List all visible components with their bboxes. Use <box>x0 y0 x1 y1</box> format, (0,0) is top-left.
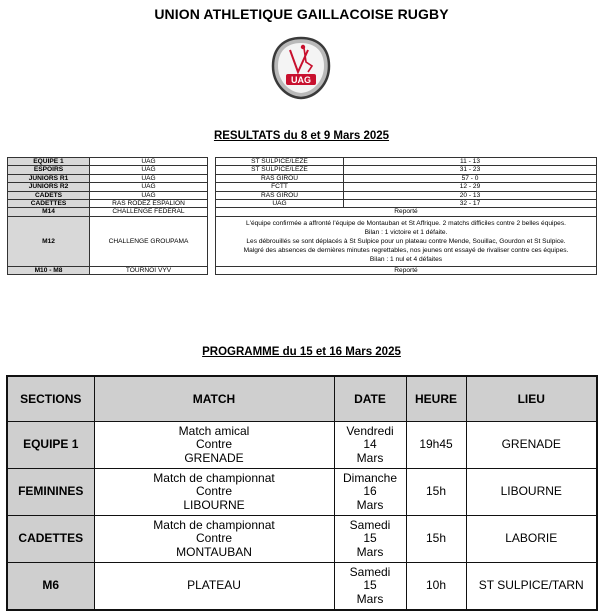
result-home: UAG <box>90 174 208 182</box>
result-home: TOURNOI VYV <box>90 266 208 274</box>
programme-header: HEURE <box>406 376 466 422</box>
match-line: Contre <box>195 531 233 546</box>
results-heading: RESULTATS du 8 et 9 Mars 2025 <box>213 130 390 142</box>
result-separator <box>208 266 216 274</box>
result-opponent: ST SULPICE/LEZE <box>216 158 344 166</box>
programme-match <box>94 516 334 563</box>
match-line: Match de championnat <box>153 470 275 485</box>
result-score: 20 - 13 <box>344 191 597 199</box>
match-line: Contre <box>195 484 233 499</box>
programme-match <box>94 469 334 516</box>
programme-venue: LIBOURNE <box>466 469 597 516</box>
result-separator <box>208 216 216 266</box>
match-line: LIBOURNE <box>183 497 245 512</box>
result-score: 32 - 17 <box>344 200 597 208</box>
results-row <box>8 216 597 266</box>
match-line: GRENADE <box>184 450 244 465</box>
result-opponent: RAS GIROU <box>216 191 344 199</box>
result-section: ESPOIRS <box>8 166 90 174</box>
results-row <box>8 158 597 166</box>
result-section: M10 - M8 <box>8 266 90 274</box>
programme-date <box>334 469 406 516</box>
result-section: CADETS <box>8 191 90 199</box>
programme-section: CADETTES <box>7 516 94 563</box>
result-section: M12 <box>8 216 90 266</box>
programme-header: SECTIONS <box>7 376 94 422</box>
programme-row <box>7 563 597 611</box>
result-section: JUNIORS R1 <box>8 174 90 182</box>
result-home: RAS RODEZ ESPALION <box>90 200 208 208</box>
result-bilan <box>216 216 597 266</box>
date-line: Vendredi <box>346 423 394 438</box>
result-section: EQUIPE 1 <box>8 158 90 166</box>
programme-time: 15h <box>406 469 466 516</box>
programme-venue: LABORIE <box>466 516 597 563</box>
date-line: 14 <box>363 437 377 452</box>
programme-section: FEMININES <box>7 469 94 516</box>
programme-header: DATE <box>334 376 406 422</box>
programme-date <box>334 563 406 611</box>
result-home: CHALLENGE GROUPAMA <box>90 216 208 266</box>
programme-match <box>94 422 334 469</box>
bilan-line: Les débrouillés se sont déplacés à St Sulpice pour un plateau contre Mende, Souillac, Gourdon et St Sulpice. <box>246 237 566 245</box>
result-opponent: ST SULPICE/LEZE <box>216 166 344 174</box>
result-section: CADETTES <box>8 200 90 208</box>
date-line: Dimanche <box>342 470 398 485</box>
result-section: M14 <box>8 208 90 216</box>
match-line: Contre <box>195 437 233 452</box>
programme-row <box>7 422 597 469</box>
programme-header: LIEU <box>466 376 597 422</box>
page-title: UNION ATHLETIQUE GAILLACOISE RUGBY <box>154 6 449 22</box>
result-note: Reporté <box>216 266 597 274</box>
result-separator <box>208 200 216 208</box>
results-row <box>8 200 597 208</box>
date-line: Samedi <box>349 564 391 579</box>
match-line: MONTAUBAN <box>176 544 252 559</box>
programme-venue: ST SULPICE/TARN <box>466 563 597 611</box>
results-row <box>8 266 597 274</box>
result-home: UAG <box>90 166 208 174</box>
date-line: Mars <box>356 497 384 512</box>
result-score: 12 - 29 <box>344 183 597 191</box>
date-line: Samedi <box>349 517 391 532</box>
bilan-line: L'équipe confirmée a affronté l'équipe de Montauban et St Affrique. 2 matchs difficiles contre 2 belles équipes. <box>246 219 566 227</box>
result-score: 31 - 23 <box>344 166 597 174</box>
programme-row <box>7 516 597 563</box>
svg-text:UAG: UAG <box>291 75 311 85</box>
result-opponent: UAG <box>216 200 344 208</box>
programme-date <box>334 422 406 469</box>
results-row <box>8 183 597 191</box>
result-separator <box>208 208 216 216</box>
date-line: 16 <box>363 484 377 499</box>
result-separator <box>208 158 216 166</box>
bilan-line: Bilan : 1 nul et 4 défaites <box>369 255 443 263</box>
result-note: Reporté <box>216 208 597 216</box>
result-home: CHALLENGE FEDERAL <box>90 208 208 216</box>
result-opponent: FCTT <box>216 183 344 191</box>
result-opponent: RAS GIROU <box>216 174 344 182</box>
bilan-line: Bilan : 1 victoire et 1 défaite. <box>364 228 448 236</box>
date-line: 15 <box>363 531 377 546</box>
results-row <box>8 174 597 182</box>
result-home: UAG <box>90 191 208 199</box>
result-section: JUNIORS R2 <box>8 183 90 191</box>
results-row <box>8 166 597 174</box>
programme-heading: PROGRAMME du 15 et 16 Mars 2025 <box>202 346 401 358</box>
programme-date <box>334 516 406 563</box>
results-row <box>8 208 597 216</box>
programme-time: 15h <box>406 516 466 563</box>
result-separator <box>208 166 216 174</box>
results-row <box>8 191 597 199</box>
programme-header: MATCH <box>94 376 334 422</box>
bilan-line: Malgré des absences de dernières minutes regrettables, nos jeunes ont essayé de rivaliser contre ces équipes. <box>243 246 569 254</box>
result-score: 11 - 13 <box>344 158 597 166</box>
programme-venue: GRENADE <box>466 422 597 469</box>
result-score: 57 - 0 <box>344 174 597 182</box>
result-separator <box>208 174 216 182</box>
match-line: Match de championnat <box>153 517 275 532</box>
match-line: Match amical <box>178 423 250 438</box>
programme-section: EQUIPE 1 <box>7 422 94 469</box>
results-table <box>7 157 597 275</box>
result-home: UAG <box>90 158 208 166</box>
programme-table <box>6 375 598 611</box>
date-line: Mars <box>356 591 384 606</box>
date-line: 15 <box>363 578 377 593</box>
programme-time: 10h <box>406 563 466 611</box>
match-line: PLATEAU <box>187 578 241 593</box>
programme-row <box>7 469 597 516</box>
result-separator <box>208 183 216 191</box>
date-line: Mars <box>356 544 384 559</box>
date-line: Mars <box>356 450 384 465</box>
programme-time: 19h45 <box>406 422 466 469</box>
programme-match <box>94 563 334 611</box>
result-separator <box>208 191 216 199</box>
result-home: UAG <box>90 183 208 191</box>
programme-section: M6 <box>7 563 94 611</box>
club-logo <box>270 36 332 100</box>
